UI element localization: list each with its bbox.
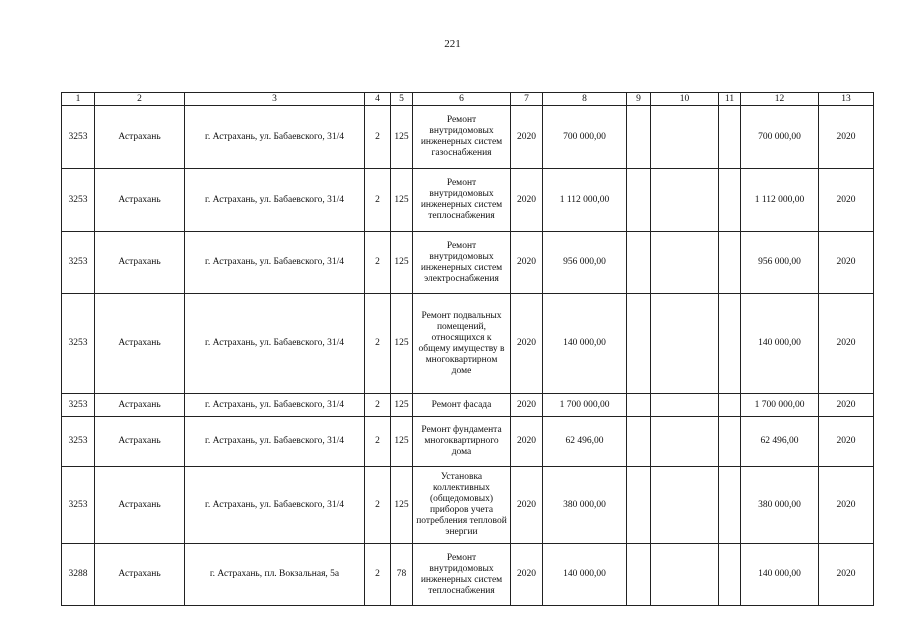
total-cost-cell: 62 496,00: [741, 417, 819, 467]
city-cell: Астрахань: [95, 544, 185, 606]
year-cell: 2020: [511, 294, 543, 394]
column-10-cell: [651, 544, 719, 606]
column-10-cell: [651, 294, 719, 394]
column-11-cell: [719, 417, 741, 467]
address-cell: г. Астрахань, ул. Бабаевского, 31/4: [185, 394, 365, 417]
column-11-cell: [719, 169, 741, 232]
column-9-cell: [627, 169, 651, 232]
floors-cell: 2: [365, 394, 391, 417]
cost-cell: 700 000,00: [543, 106, 627, 169]
table-row: [62, 294, 874, 394]
column-11-cell: [719, 394, 741, 417]
floors-cell: 2: [365, 544, 391, 606]
cost-cell: 140 000,00: [543, 544, 627, 606]
year-cell: 2020: [511, 417, 543, 467]
column-5-cell: 125: [391, 417, 413, 467]
year-cell: 2020: [511, 106, 543, 169]
table-row: [62, 106, 874, 169]
table-row: [62, 169, 874, 232]
column-9-cell: [627, 544, 651, 606]
column-10-cell: [651, 232, 719, 294]
completion-year-cell: 2020: [819, 544, 874, 606]
total-cost-cell: 140 000,00: [741, 294, 819, 394]
address-cell: г. Астрахань, ул. Бабаевского, 31/4: [185, 169, 365, 232]
city-cell: Астрахань: [95, 467, 185, 544]
column-5-cell: 125: [391, 106, 413, 169]
city-cell: Астрахань: [95, 394, 185, 417]
column-number: 2: [95, 93, 185, 106]
year-cell: 2020: [511, 169, 543, 232]
column-9-cell: [627, 232, 651, 294]
column-10-cell: [651, 417, 719, 467]
completion-year-cell: 2020: [819, 232, 874, 294]
table-row: [62, 544, 874, 606]
column-11-cell: [719, 544, 741, 606]
completion-year-cell: 2020: [819, 106, 874, 169]
column-number: 12: [741, 93, 819, 106]
column-10-cell: [651, 394, 719, 417]
building-id-cell: 3253: [62, 294, 95, 394]
total-cost-cell: 956 000,00: [741, 232, 819, 294]
city-cell: Астрахань: [95, 106, 185, 169]
page-number: 221: [444, 38, 461, 50]
column-number: 6: [413, 93, 511, 106]
column-number-row: [62, 93, 874, 106]
total-cost-cell: 700 000,00: [741, 106, 819, 169]
cost-cell: 380 000,00: [543, 467, 627, 544]
address-cell: г. Астрахань, пл. Вокзальная, 5а: [185, 544, 365, 606]
table-row: [62, 394, 874, 417]
floors-cell: 2: [365, 417, 391, 467]
table-row: [62, 417, 874, 467]
column-5-cell: 125: [391, 394, 413, 417]
floors-cell: 2: [365, 106, 391, 169]
total-cost-cell: 140 000,00: [741, 544, 819, 606]
city-cell: Астрахань: [95, 294, 185, 394]
work-type-cell: Ремонт подвальных помещений, относящихся к общему имуществу в многоквартирном доме: [413, 294, 511, 394]
building-id-cell: 3253: [62, 232, 95, 294]
column-10-cell: [651, 169, 719, 232]
column-10-cell: [651, 467, 719, 544]
floors-cell: 2: [365, 169, 391, 232]
cost-cell: 62 496,00: [543, 417, 627, 467]
column-number: 8: [543, 93, 627, 106]
column-11-cell: [719, 232, 741, 294]
column-number: 1: [62, 93, 95, 106]
column-number: 9: [627, 93, 651, 106]
completion-year-cell: 2020: [819, 467, 874, 544]
cost-cell: 956 000,00: [543, 232, 627, 294]
year-cell: 2020: [511, 232, 543, 294]
building-id-cell: 3253: [62, 169, 95, 232]
floors-cell: 2: [365, 294, 391, 394]
city-cell: Астрахань: [95, 232, 185, 294]
building-id-cell: 3253: [62, 417, 95, 467]
work-type-cell: Ремонт внутридомовых инженерных систем теплоснабжения: [413, 544, 511, 606]
column-9-cell: [627, 106, 651, 169]
column-9-cell: [627, 294, 651, 394]
column-number: 3: [185, 93, 365, 106]
column-number: 5: [391, 93, 413, 106]
address-cell: г. Астрахань, ул. Бабаевского, 31/4: [185, 417, 365, 467]
building-id-cell: 3288: [62, 544, 95, 606]
work-type-cell: Ремонт фасада: [413, 394, 511, 417]
city-cell: Астрахань: [95, 169, 185, 232]
table-row: [62, 232, 874, 294]
column-11-cell: [719, 467, 741, 544]
column-number: 11: [719, 93, 741, 106]
column-number: 13: [819, 93, 874, 106]
address-cell: г. Астрахань, ул. Бабаевского, 31/4: [185, 467, 365, 544]
work-type-cell: Ремонт внутридомовых инженерных систем теплоснабжения: [413, 169, 511, 232]
completion-year-cell: 2020: [819, 394, 874, 417]
column-5-cell: 125: [391, 232, 413, 294]
total-cost-cell: 380 000,00: [741, 467, 819, 544]
column-5-cell: 125: [391, 294, 413, 394]
address-cell: г. Астрахань, ул. Бабаевского, 31/4: [185, 294, 365, 394]
completion-year-cell: 2020: [819, 169, 874, 232]
cost-cell: 1 112 000,00: [543, 169, 627, 232]
work-type-cell: Установка коллективных (общедомовых) приборов учета потребления тепловой энергии: [413, 467, 511, 544]
building-id-cell: 3253: [62, 106, 95, 169]
completion-year-cell: 2020: [819, 417, 874, 467]
year-cell: 2020: [511, 544, 543, 606]
column-10-cell: [651, 106, 719, 169]
column-number: 7: [511, 93, 543, 106]
column-5-cell: 125: [391, 467, 413, 544]
building-id-cell: 3253: [62, 467, 95, 544]
year-cell: 2020: [511, 394, 543, 417]
completion-year-cell: 2020: [819, 294, 874, 394]
cost-cell: 140 000,00: [543, 294, 627, 394]
table-row: [62, 467, 874, 544]
work-type-cell: Ремонт внутридомовых инженерных систем газоснабжения: [413, 106, 511, 169]
column-number: 10: [651, 93, 719, 106]
work-type-cell: Ремонт внутридомовых инженерных систем электроснабжения: [413, 232, 511, 294]
building-id-cell: 3253: [62, 394, 95, 417]
address-cell: г. Астрахань, ул. Бабаевского, 31/4: [185, 232, 365, 294]
column-5-cell: 78: [391, 544, 413, 606]
column-number: 4: [365, 93, 391, 106]
work-type-cell: Ремонт фундамента многоквартирного дома: [413, 417, 511, 467]
column-9-cell: [627, 467, 651, 544]
column-5-cell: 125: [391, 169, 413, 232]
year-cell: 2020: [511, 467, 543, 544]
column-11-cell: [719, 294, 741, 394]
cost-cell: 1 700 000,00: [543, 394, 627, 417]
column-9-cell: [627, 417, 651, 467]
address-cell: г. Астрахань, ул. Бабаевского, 31/4: [185, 106, 365, 169]
column-11-cell: [719, 106, 741, 169]
total-cost-cell: 1 112 000,00: [741, 169, 819, 232]
column-9-cell: [627, 394, 651, 417]
city-cell: Астрахань: [95, 417, 185, 467]
total-cost-cell: 1 700 000,00: [741, 394, 819, 417]
floors-cell: 2: [365, 232, 391, 294]
floors-cell: 2: [365, 467, 391, 544]
repair-program-table: [61, 92, 874, 606]
